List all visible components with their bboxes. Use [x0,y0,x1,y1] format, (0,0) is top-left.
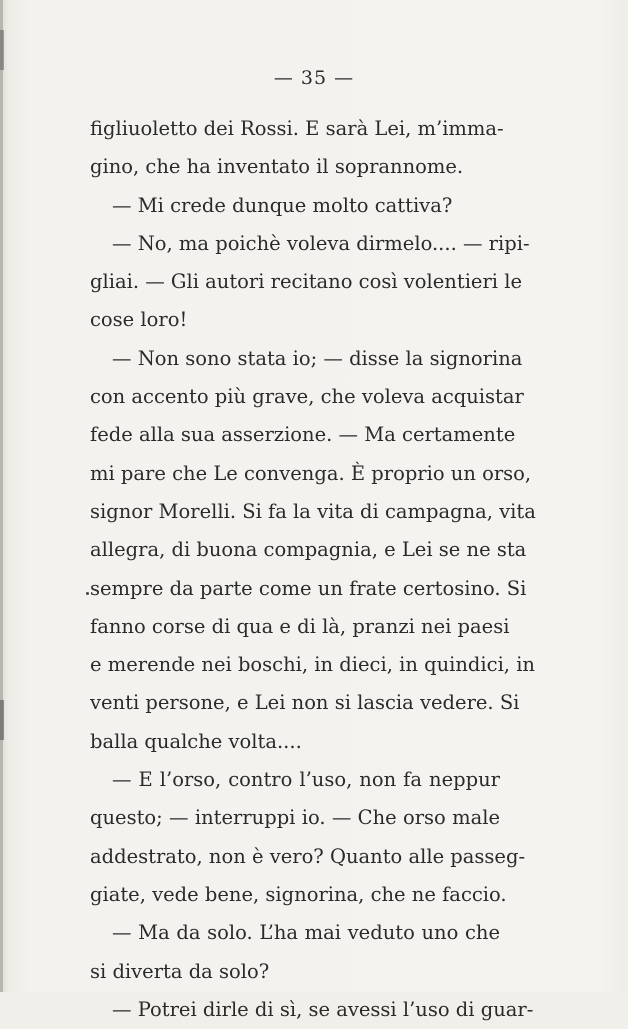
margin-mark-bottom [0,700,4,740]
text-line: questo; — interruppi io. — Che orso male [90,806,500,830]
text-line: con accento più grave, che voleva acquistar [90,385,524,409]
page-number: — 35 — [273,67,355,89]
margin-mark-top [0,30,4,70]
text-line: si diverta da solo? [90,959,270,983]
text-line: signor Morelli. Si fa la vita di campagna, vita [90,499,536,523]
text-line: mi pare che Le convenga. È proprio un orso, [90,461,532,485]
text-line: figliuoletto dei Rossi. E sarà Lei, m’imma- [90,117,504,140]
text-line: — Ma da solo. L’ha mai veduto uno che [112,921,500,945]
text-line: fanno corse di qua e di là, pranzi nei paesi [90,614,510,638]
text-line: addestrato, non è vero? Quanto alle passeg- [90,844,526,868]
text-line: — Mi crede dunque molto cattiva? [112,193,453,217]
text-line: venti persone, e Lei non si lascia vedere. Si [90,691,520,715]
text-line: sempre da parte come un frate certosino. Si [90,576,527,600]
text-line: gino, che ha inventato il soprannome. [90,155,464,179]
text-line: allegra, di buona compagnia, e Lei se ne sta [90,538,527,562]
text-line: e merende nei boschi, in dieci, in quindici, in [90,653,535,677]
text-line: — Potrei dirle di sì, se avessi l’uso di guar- [112,997,534,1021]
text-line: cose loro! [90,308,188,332]
text-line: — E l’orso, contro l’uso, non fa neppur [112,768,500,792]
binding-edge [0,0,3,992]
ink-speck [86,592,89,595]
text-line: fede alla sua asserzione. — Ma certamente [90,423,516,447]
body-text [90,110,536,1029]
text-line: — Non sono stata io; — disse la signorina [112,346,523,370]
text-line: — No, ma poichè voleva dirmelo.... — ripi- [112,231,530,255]
text-line: balla qualche volta.... [90,729,302,753]
text-line: gliai. — Gli autori recitano così volentieri le [90,270,522,294]
text-line: giate, vede bene, signorina, che ne faccio. [90,882,507,906]
